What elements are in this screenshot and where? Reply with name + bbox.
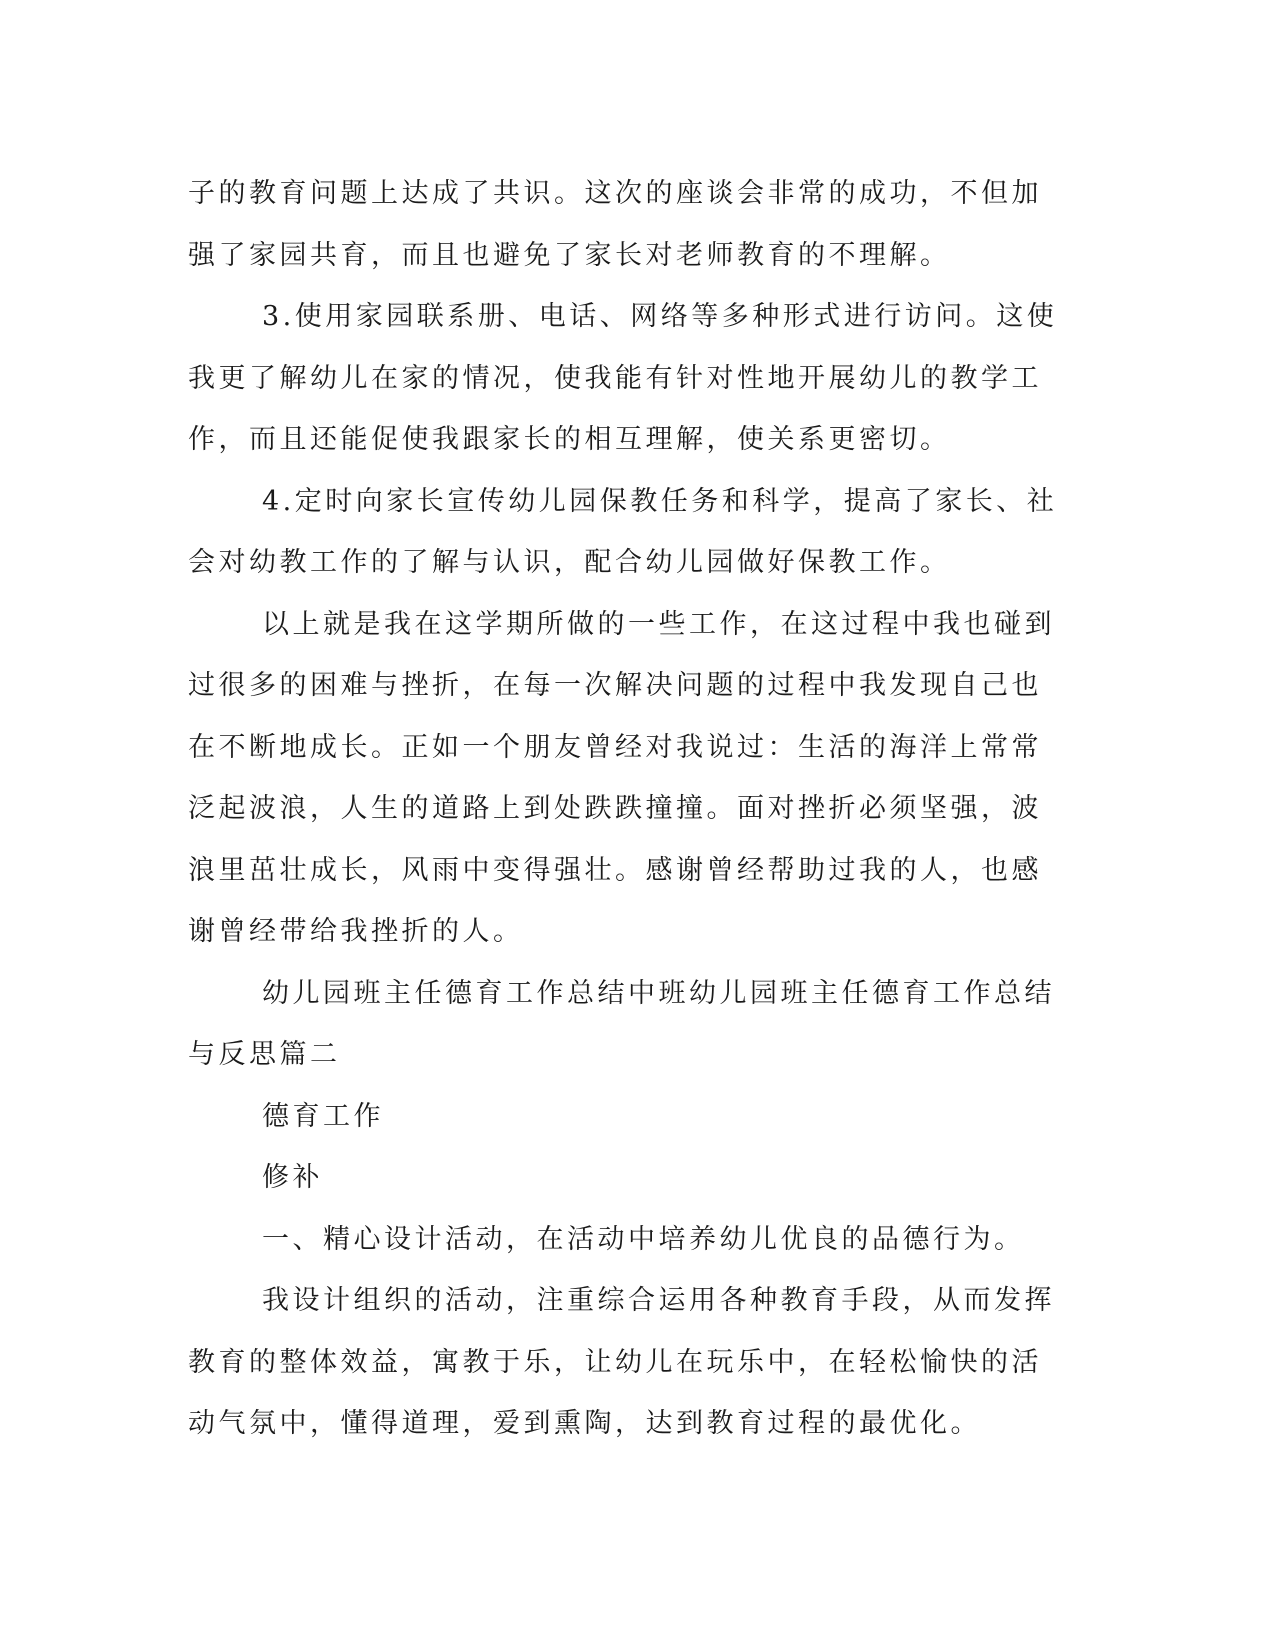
subheading-moral-education: 德育工作 [262,1100,384,1132]
point-heading-1: 一、精心设计活动，在活动中培养幼儿优良的品德行为。 [262,1223,1025,1255]
paragraph-3: 4.定时向家长宣传幼儿园保教任务和科学，提高了家长、社会对幼教工作的了解与认识，配合幼儿园做好保教工作。 [188,485,1058,578]
paragraph-4: 以上就是我在这学期所做的一些工作，在这过程中我也碰到过很多的困难与挫折，在每一次解决问题的过程中我发现自己也在不断地成长。正如一个朋友曾经对我说过：生活的海洋上常常泛起波浪，人生的道路上到处跌跌撞撞。面对挫折必须坚强，波浪里茁壮成长，风雨中变得强壮。感谢曾经帮助过我的人，也感谢曾经带给我挫折的人。 [188,608,1055,947]
paragraph-5: 我设计组织的活动，注重综合运用各种教育手段，从而发挥教育的整体效益，寓教于乐，让幼儿在玩乐中，在轻松愉快的活动气氛中，懂得道理，爱到熏陶，达到教育过程的最优化。 [188,1285,1055,1439]
paragraph-1: 子的教育问题上达成了共识。这次的座谈会非常的成功，不但加强了家园共育，而且也避免了家长对老师教育的不理解。 [188,178,1042,271]
document-body [188,163,1068,1455]
subheading-revision: 修补 [262,1162,323,1193]
section-heading: 幼儿园班主任德育工作总结中班幼儿园班主任德育工作总结与反思篇二 [188,977,1055,1070]
paragraph-2: 3.使用家园联系册、电话、网络等多种形式进行访问。这使我更了解幼儿在家的情况，使我能有针对性地开展幼儿的教学工作，而且还能促使我跟家长的相互理解，使关系更密切。 [188,301,1058,455]
